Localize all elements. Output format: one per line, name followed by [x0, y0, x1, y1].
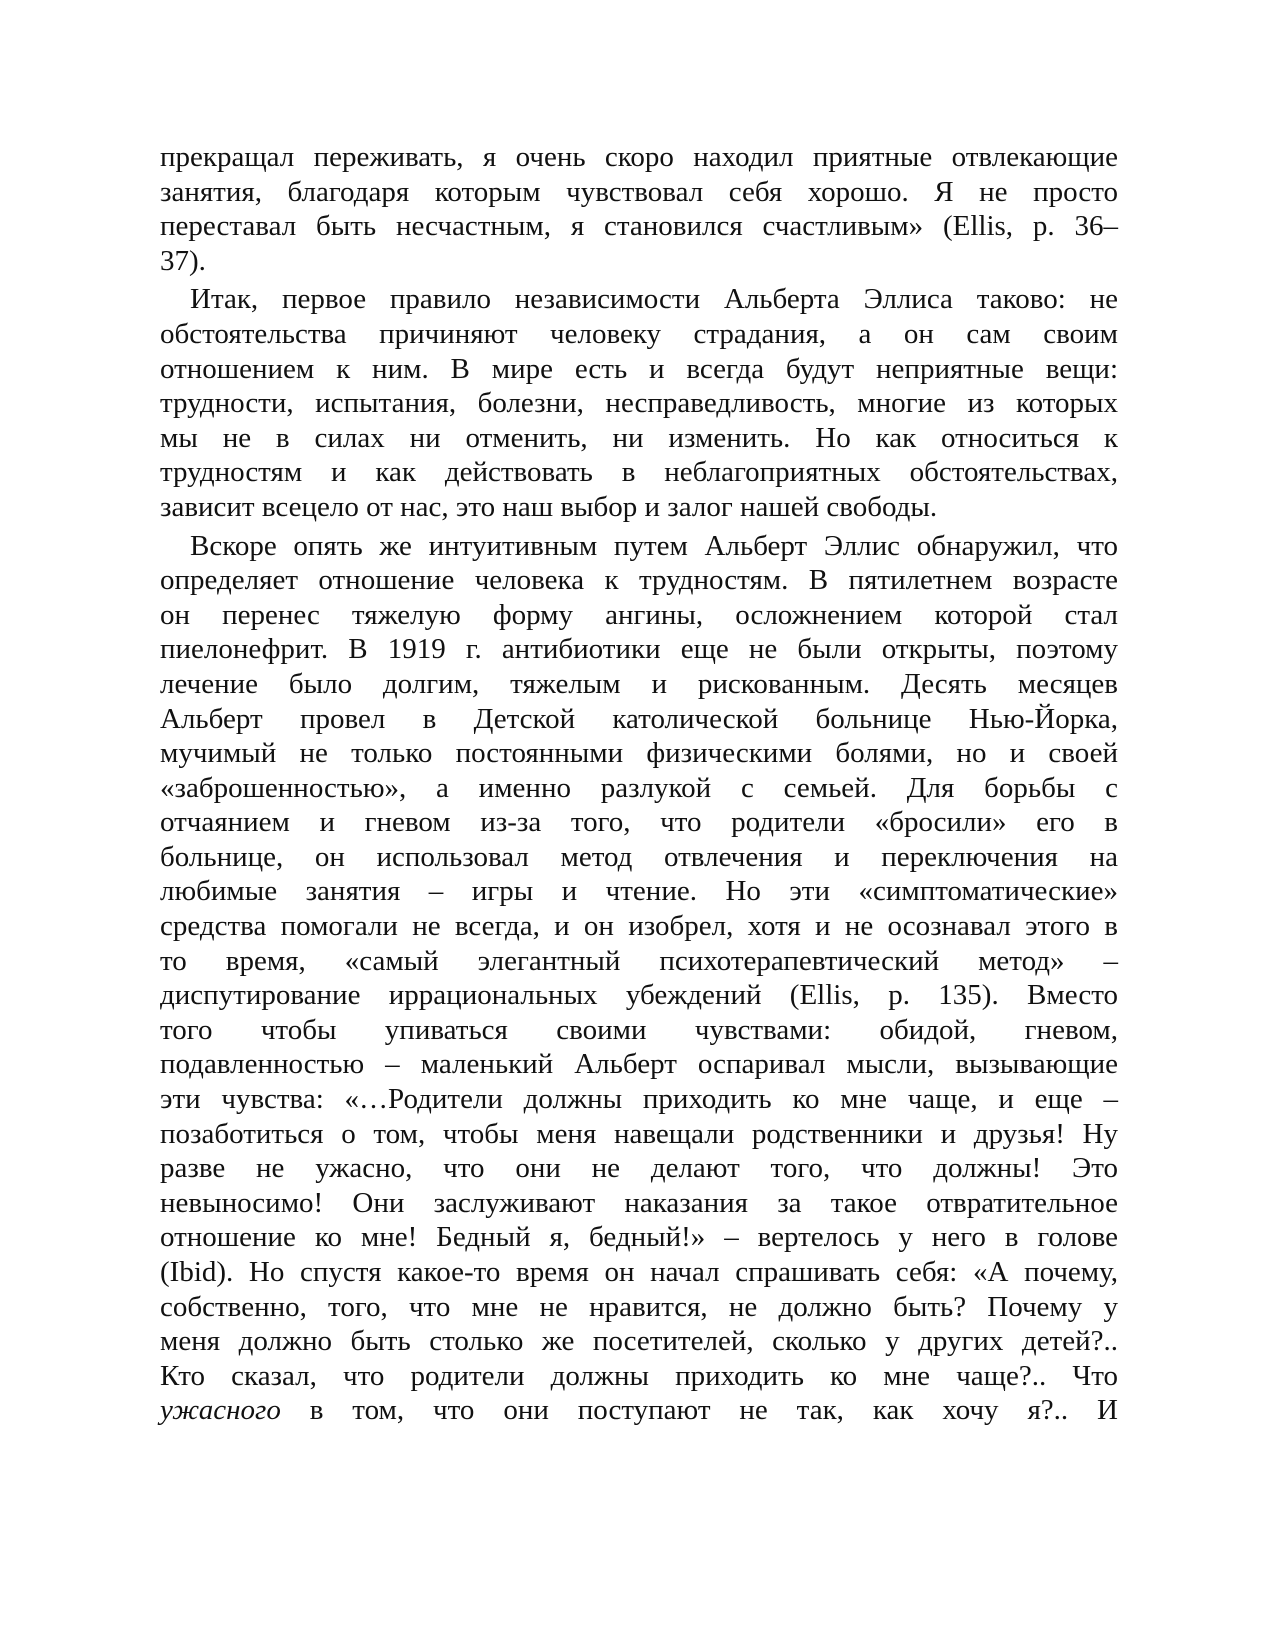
text-line: средства помогали не всегда, и он изобрел, хотя и не осознавал этого в	[160, 910, 1118, 943]
text-line: собственно, того, что мне не нравится, не должно быть? Почему у	[160, 1290, 1118, 1323]
text-line: Кто сказал, что родители должны приходить ко мне чаще?.. Что	[160, 1359, 1118, 1392]
text-line	[160, 1393, 1118, 1428]
text-line-rest: в том, что они поступают не так, как хочу я?.. И	[280, 1394, 1118, 1427]
text-line: отношение ко мне! Бедный я, бедный!» – вертелось у него в голове	[160, 1221, 1118, 1254]
text-line: мучимый не только постоянными физическими болями, но и своей	[160, 737, 1118, 770]
text-line: больнице, он использовал метод отвлечения и переключения на	[160, 840, 1118, 873]
text-line: (Ibid). Но спустя какое-то время он начал спрашивать себя: «А почему,	[160, 1256, 1118, 1288]
text-line: Вскоре опять же интуитивным путем Альберт Эллис обнаружил, что	[190, 529, 1118, 562]
text-line: Альберт провел в Детской католической больнице Нью-Йорка,	[160, 702, 1118, 735]
text-line: эти чувства: «…Родители должны приходить ко мне чаще, и еще –	[160, 1083, 1118, 1116]
text-line: переставал быть несчастным, я становился счастливым» (Ellis, p. 36–	[160, 210, 1118, 243]
text-line: Итак, первое правило независимости Альберта Эллиса таково: не	[190, 283, 1118, 316]
text-line: определяет отношение человека к трудностям. В пятилетнем возрасте	[160, 564, 1118, 597]
text-line: того чтобы упиваться своими чувствами: обидой, гневом,	[160, 1013, 1118, 1046]
text-line: отношением к ним. В мире есть и всегда будут неприятные вещи:	[160, 352, 1118, 385]
paragraph-1	[160, 140, 1118, 278]
text-line: «заброшенностью», а именно разлукой с семьей. Для борьбы с	[160, 771, 1118, 804]
text-line: диспутирование иррациональных убеждений (Ellis, p. 135). Вместо	[160, 979, 1118, 1012]
text-line: занятия, благодаря которым чувствовал себя хорошо. Я не просто	[160, 175, 1118, 208]
text-line: трудности, испытания, болезни, несправедливость, многие из которых	[160, 387, 1118, 420]
text-line: он перенес тяжелую форму ангины, осложнением которой стал	[160, 598, 1118, 631]
text-line: зависит всецело от нас, это наш выбор и залог нашей свободы.	[160, 490, 938, 523]
text-line: позаботиться о том, чтобы меня навещали родственники и друзья! Ну	[160, 1117, 1118, 1150]
text-line: меня должно быть столько же посетителей, сколько у других детей?..	[160, 1325, 1118, 1358]
paragraph-2	[160, 282, 1118, 524]
italic-word: ужасного	[160, 1394, 281, 1427]
text-line: подавленностью – маленький Альберт оспаривал мысли, вызывающие	[160, 1048, 1118, 1081]
text-line: прекращал переживать, я очень скоро находил приятные отвлекающие	[160, 141, 1118, 173]
paragraph-3	[160, 529, 1118, 1428]
text-line: пиелонефрит. В 1919 г. антибиотики еще не были открыты, поэтому	[160, 633, 1118, 666]
text-line: отчаянием и гневом из-за того, что родители «бросили» его в	[160, 806, 1118, 839]
text-line: любимые занятия – игры и чтение. Но эти «симптоматические»	[160, 875, 1118, 908]
text-line: мы не в силах ни отменить, ни изменить. Но как относиться к	[160, 421, 1118, 454]
text-line: невыносимо! Они заслуживают наказания за такое отвратительное	[160, 1186, 1118, 1219]
text-line: лечение было долгим, тяжелым и рискованным. Десять месяцев	[160, 667, 1118, 700]
text-line: разве не ужасно, что они не делают того, что должны! Это	[160, 1152, 1118, 1185]
document-page	[160, 140, 1118, 1540]
text-line: трудностям и как действовать в неблагоприятных обстоятельствах,	[160, 456, 1118, 489]
text-line: обстоятельства причиняют человеку страдания, а он сам своим	[160, 317, 1118, 350]
text-line: 37).	[160, 244, 206, 277]
text-line: то время, «самый элегантный психотерапевтический метод» –	[160, 944, 1118, 977]
